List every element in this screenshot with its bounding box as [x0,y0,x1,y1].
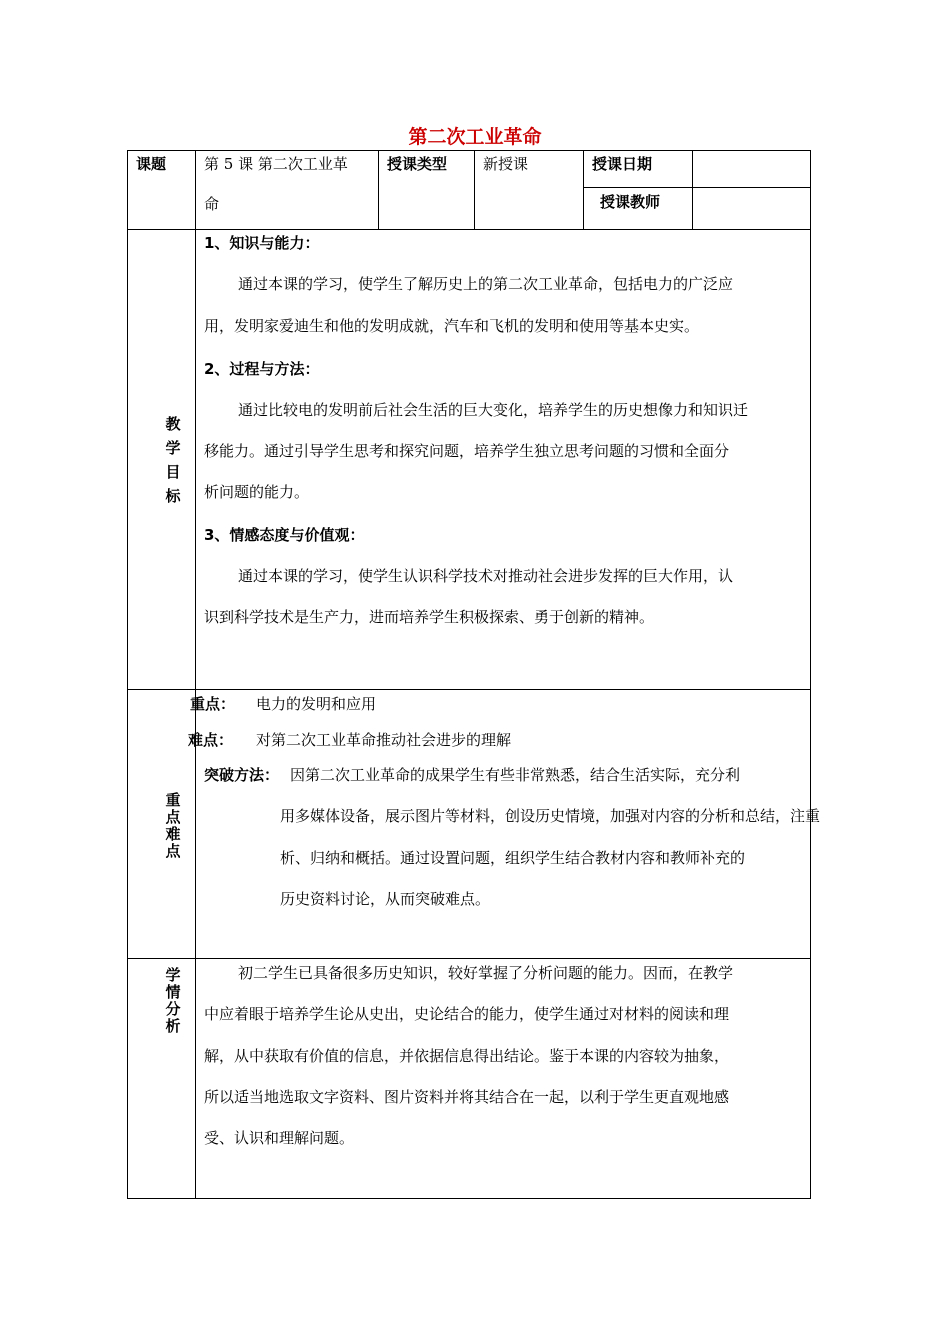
objective-text: 通过本课的学习，使学生了解历史上的第二次工业革命，包括电力的广泛应 [238,275,734,293]
page-title: 第二次工业革命 [408,126,542,148]
objective-heading-1: 1、知识与能力： [204,234,320,252]
topic-label: 课题 [136,155,167,173]
topic-value-line2: 命 [204,195,220,213]
analysis-text: 解，从中获取有价值的信息，并依据信息得出结论。鉴于本课的内容较为抽象， [204,1047,730,1065]
date-label: 授课日期 [592,155,653,173]
objective-text: 通过比较电的发明前后社会生活的巨大变化，培养学生的历史想像力和知识迁 [238,401,749,419]
method-text: 因第二次工业革命的成果学生有些非常熟悉，结合生活实际，充分利 [290,766,741,784]
key-point-text: 电力的发明和应用 [256,695,377,713]
objective-heading-2: 2、过程与方法： [204,360,320,378]
key-point-label: 重点： [190,695,236,713]
type-label: 授课类型 [387,155,448,173]
objective-text: 析问题的能力。 [204,483,310,501]
teacher-label: 授课教师 [600,193,661,211]
analysis-text: 所以适当地选取文字资料、图片资料并将其结合在一起，以利于学生更直观地感 [204,1088,730,1106]
analysis-label: 学情分析 [165,966,181,1035]
objective-text: 通过本课的学习，使学生认识科学技术对推动社会进步发挥的巨大作用，认 [238,567,734,585]
method-text: 历史资料讨论，从而突破难点。 [280,890,491,908]
method-text: 析、归纳和概括。通过设置问题，组织学生结合教材内容和教师补充的 [280,849,746,867]
objective-text: 用，发明家爱迪生和他的发明成就，汽车和飞机的发明和使用等基本史实。 [204,317,700,335]
keypoints-label: 重点难点 [165,791,181,860]
objective-text: 识到科学技术是生产力，进而培养学生积极探索、勇于创新的精神。 [204,608,655,626]
analysis-text: 初二学生已具备很多历史知识，较好掌握了分析问题的能力。因而，在教学 [238,964,734,982]
objective-heading-3: 3、情感态度与价值观： [204,526,365,544]
type-value: 新授课 [483,155,529,173]
analysis-text: 中应着眼于培养学生论从史出，史论结合的能力，使学生通过对材料的阅读和理 [204,1005,730,1023]
objectives-label: 教学目标 [165,415,181,505]
objective-text: 移能力。通过引导学生思考和探究问题，培养学生独立思考问题的习惯和全面分 [204,442,730,460]
difficulty-text: 对第二次工业革命推动社会进步的理解 [256,731,512,749]
analysis-text: 受、认识和理解问题。 [204,1129,355,1147]
difficulty-label: 难点： [188,731,234,749]
method-label: 突破方法： [204,766,280,784]
topic-value-line1: 第 5 课 第二次工业革 [204,155,348,173]
method-text: 用多媒体设备，展示图片等材料，创设历史情境，加强对内容的分析和总结，注重 [280,807,821,825]
